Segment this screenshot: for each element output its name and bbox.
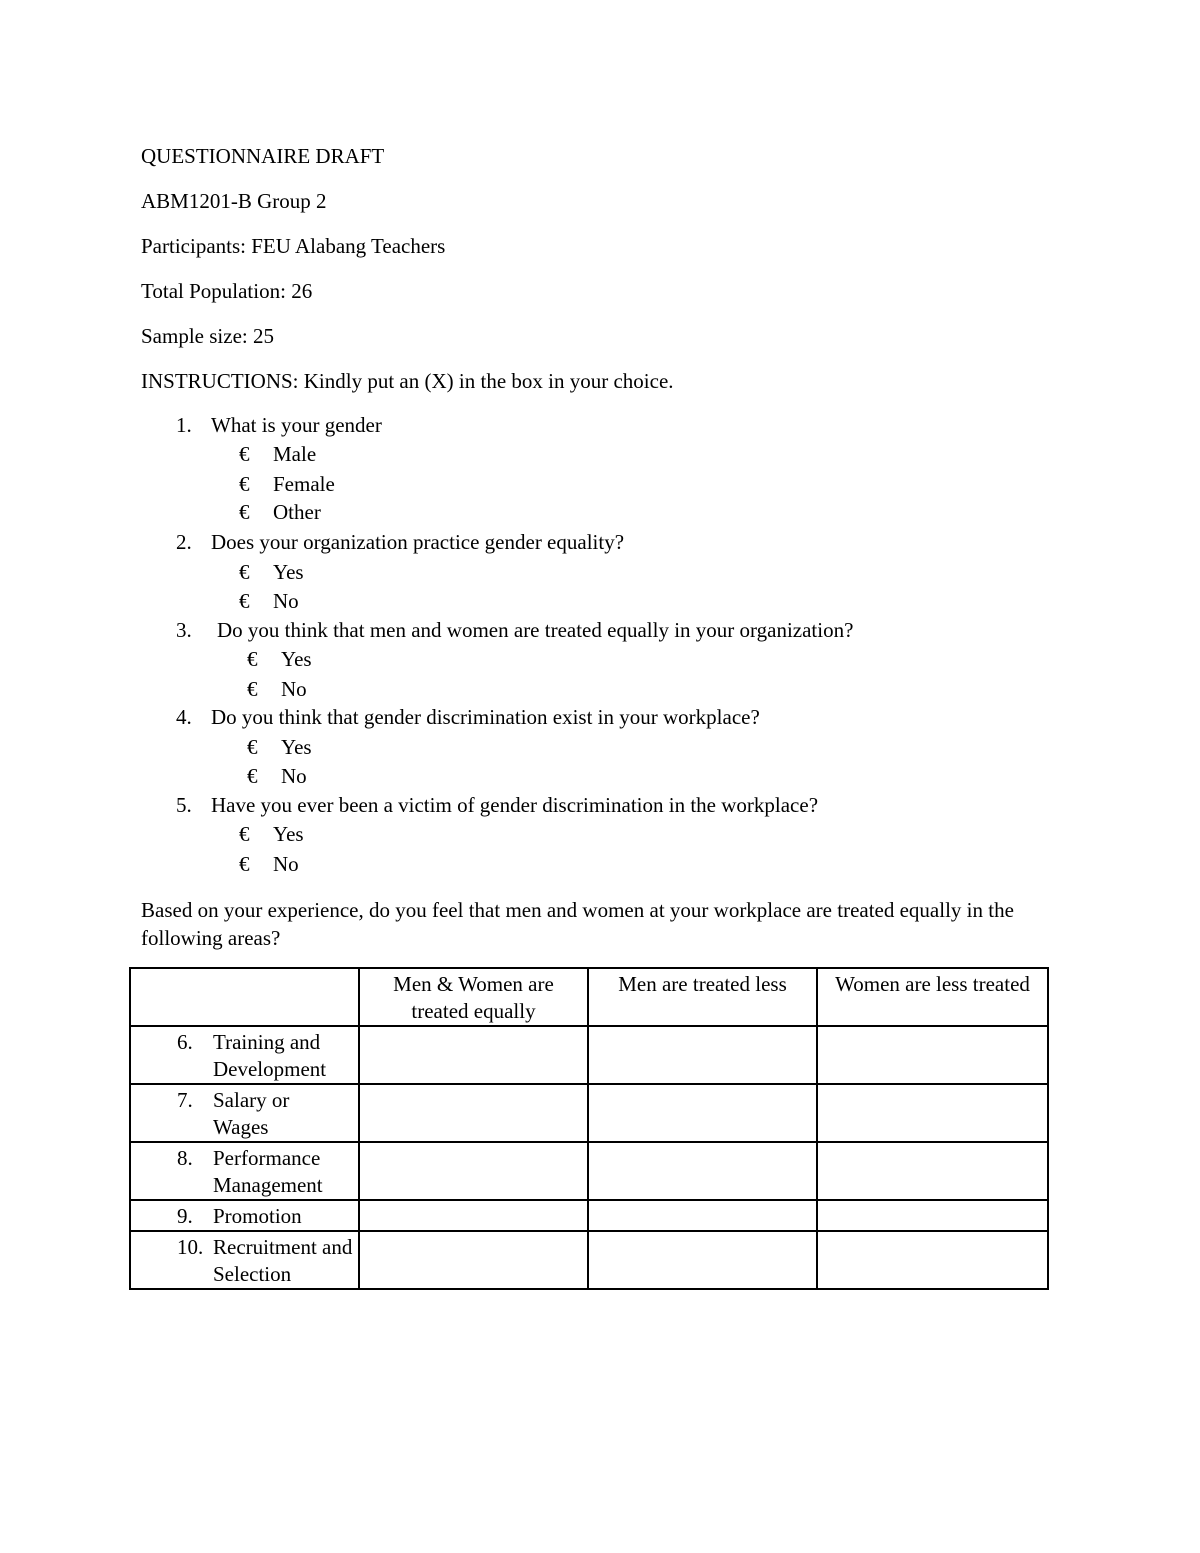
- table-row: [130, 1200, 1048, 1231]
- question-number: 4.: [176, 705, 192, 729]
- table-row: [130, 1084, 1048, 1142]
- table-row: [130, 1231, 1048, 1289]
- row-label: Promotion: [213, 1204, 302, 1228]
- sample-size-label: Sample size: 25: [141, 324, 274, 348]
- checkbox-icon[interactable]: €: [239, 852, 250, 876]
- group-label: ABM1201-B Group 2: [141, 189, 327, 213]
- checkbox-icon[interactable]: €: [239, 560, 250, 584]
- question-number: 1.: [176, 413, 192, 437]
- answer-cell[interactable]: [359, 1200, 588, 1231]
- row-number: 7.: [177, 1088, 193, 1112]
- option-label: Female: [273, 472, 335, 496]
- table-intro: Based on your experience, do you feel that men and women at your workplace are treated equally in the following areas?: [141, 898, 1014, 950]
- column-header: Men are treated less: [618, 972, 787, 996]
- row-label-cell: [130, 1084, 359, 1142]
- option-label: Male: [273, 442, 317, 466]
- document-title: QUESTIONNAIRE DRAFT: [141, 144, 385, 168]
- answer-cell[interactable]: [817, 1026, 1048, 1084]
- checkbox-icon[interactable]: €: [247, 764, 258, 788]
- question-text: Do you think that men and women are treated equally in your organization?: [217, 618, 854, 642]
- header-cell-blank: [130, 968, 359, 1026]
- row-label-cell: [130, 1142, 359, 1200]
- answer-cell[interactable]: [817, 1084, 1048, 1142]
- row-number: 9.: [177, 1204, 193, 1228]
- option-label: No: [273, 852, 299, 876]
- checkbox-icon[interactable]: €: [239, 589, 250, 613]
- row-label: Recruitment and Selection: [213, 1235, 353, 1286]
- checkbox-icon[interactable]: €: [239, 500, 250, 524]
- answer-cell[interactable]: [588, 1084, 817, 1142]
- table-row: [130, 1142, 1048, 1200]
- answer-cell[interactable]: [588, 1026, 817, 1084]
- checkbox-icon[interactable]: €: [247, 677, 258, 701]
- row-number: 8.: [177, 1146, 193, 1170]
- answer-cell[interactable]: [359, 1142, 588, 1200]
- row-label-cell: [130, 1026, 359, 1084]
- response-table: [129, 967, 1049, 1290]
- instructions-text: INSTRUCTIONS: Kindly put an (X) in the box in your choice.: [141, 369, 674, 393]
- question-number: 2.: [176, 530, 192, 554]
- checkbox-icon[interactable]: €: [239, 472, 250, 496]
- answer-cell[interactable]: [359, 1084, 588, 1142]
- option-label: Yes: [281, 735, 312, 759]
- table-header-row: [130, 968, 1048, 1026]
- checkbox-icon[interactable]: €: [239, 822, 250, 846]
- question-text: Does your organization practice gender equality?: [211, 530, 625, 554]
- population-label: Total Population: 26: [141, 279, 313, 303]
- table-row: [130, 1026, 1048, 1084]
- row-label: Training and Development: [213, 1030, 327, 1081]
- row-label: Salary or Wages: [213, 1088, 290, 1139]
- row-label-cell: [130, 1231, 359, 1289]
- option-label: Yes: [281, 647, 312, 671]
- answer-cell[interactable]: [588, 1142, 817, 1200]
- checkbox-icon[interactable]: €: [239, 442, 250, 466]
- checkbox-icon[interactable]: €: [247, 735, 258, 759]
- answer-cell[interactable]: [817, 1142, 1048, 1200]
- option-label: Other: [273, 500, 321, 524]
- answer-cell[interactable]: [588, 1200, 817, 1231]
- header-cell-women-less: [817, 968, 1048, 1026]
- participants-label: Participants: FEU Alabang Teachers: [141, 234, 446, 258]
- answer-cell[interactable]: [817, 1200, 1048, 1231]
- column-header: Men & Women are treated equally: [393, 972, 554, 1023]
- column-header: Women are less treated: [835, 972, 1030, 996]
- question-text: Have you ever been a victim of gender discrimination in the workplace?: [211, 793, 819, 817]
- row-number: 6.: [177, 1030, 193, 1054]
- header-cell-men-less: [588, 968, 817, 1026]
- checkbox-icon[interactable]: €: [247, 647, 258, 671]
- row-label-cell: [130, 1200, 359, 1231]
- option-label: No: [281, 764, 307, 788]
- option-label: No: [273, 589, 299, 613]
- header-cell-equal: [359, 968, 588, 1026]
- option-label: Yes: [273, 560, 304, 584]
- question-text: Do you think that gender discrimination exist in your workplace?: [211, 705, 760, 729]
- question-number: 3.: [176, 618, 192, 642]
- question-text: What is your gender: [211, 413, 382, 437]
- answer-cell[interactable]: [359, 1231, 588, 1289]
- answer-cell[interactable]: [359, 1026, 588, 1084]
- answer-cell[interactable]: [588, 1231, 817, 1289]
- row-label: Performance Management: [213, 1146, 323, 1197]
- question-number: 5.: [176, 793, 192, 817]
- row-number: 10.: [177, 1235, 204, 1259]
- option-label: Yes: [273, 822, 304, 846]
- option-label: No: [281, 677, 307, 701]
- answer-cell[interactable]: [817, 1231, 1048, 1289]
